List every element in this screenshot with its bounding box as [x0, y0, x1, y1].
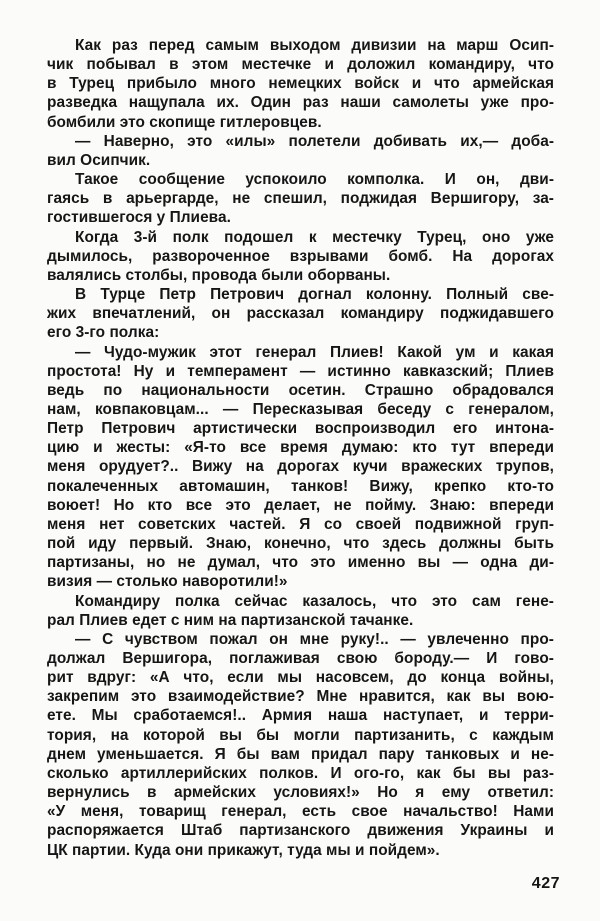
text-block — [47, 36, 554, 860]
text-line: рал Плиев едет с ним на партизанской тачанке. — [47, 611, 414, 629]
text-line: пой иду первый. Знаю, конечно, что здесь должны быть — [47, 535, 554, 553]
paragraph — [47, 228, 554, 285]
paragraph — [47, 170, 554, 227]
paragraph — [47, 132, 554, 170]
page-number: 427 — [531, 875, 560, 892]
text-line: визия — столько наворотили!» — [47, 573, 288, 591]
paragraph — [47, 592, 554, 630]
paragraph — [47, 36, 554, 132]
text-line: вил Осипчик. — [47, 151, 151, 169]
text-line: нам, ковпаковцам... — Пересказывая беседу с генералом, — [47, 400, 554, 418]
text-line: рит вдруг: «А что, если мы насовсем, до конца войны, — [47, 669, 554, 687]
text-line: жих впечатлений, он рассказал командиру поджидавшего — [47, 305, 554, 323]
text-line: — С чувством пожал он мне руку!.. — увлеченно про- — [75, 630, 554, 648]
text-line: ете. Мы сработаемся!.. Армия наша наступает, и терри- — [47, 707, 554, 725]
text-line: дымилось, развороченное взрывами бомб. На дорогах — [47, 247, 554, 265]
text-line: закрепим это взаимодействие? Мне нравится, как вы вою- — [47, 688, 554, 706]
text-line: партизаны, но не думал, что это именно вы — одна ди- — [47, 554, 554, 572]
paragraph — [47, 343, 554, 592]
text-line: тория, на которой вы бы могли партизанить, с каждым — [47, 726, 554, 744]
text-line: ведь по национальности осетин. Страшно обрадовался — [47, 381, 554, 399]
text-line: чик побывал в этом местечке и доложил командиру, что — [47, 56, 554, 74]
text-line: валялись столбы, провода были оборваны. — [47, 266, 391, 284]
text-line: — Наверно, это «илы» полетели добивать их,— доба- — [75, 132, 554, 150]
paragraph — [47, 630, 554, 860]
text-line: «У меня, товарищ генерал, есть свое начальство! Нами — [47, 803, 554, 821]
text-line: вернулись в армейских условиях!» Но я ему ответил: — [47, 784, 554, 802]
text-line: простота! Ну и темперамент — истинно кавказский; Плиев — [47, 362, 554, 380]
text-line: Командиру полка сейчас казалось, что это сам гене- — [75, 592, 554, 610]
text-line: цию и жесты: «Я-то все время думаю: кто тут впереди — [47, 439, 554, 457]
paragraph — [47, 285, 554, 342]
text-line: — Чудо-мужик этот генерал Плиев! Какой ум и какая — [75, 343, 554, 361]
text-line: днем уменьшается. Я бы вам придал пару танковых и не- — [47, 745, 554, 763]
text-line: разведка нащупала их. Один раз наши самолеты уже про- — [47, 94, 554, 112]
text-line: в Турец прибыло много немецких войск и что армейская — [47, 75, 554, 93]
text-line: меня орудует?.. Вижу на дорогах кучи вражеских трупов, — [47, 458, 554, 476]
text-line: Когда 3-й полк подошел к местечку Турец, оно уже — [75, 228, 554, 246]
text-line: покалеченных автомашин, танков! Вижу, крепко кто-то — [47, 477, 554, 495]
text-line: его 3-го полка: — [47, 324, 160, 342]
text-line: распоряжается Штаб партизанского движения Украины и — [47, 822, 554, 840]
text-line: воюет! Но кто все это делает, не пойму. Знаю: впереди — [47, 496, 554, 514]
text-line: Такое сообщение успокоило комполка. И он, дви- — [75, 171, 554, 189]
text-line: бомбили это скопище гитлеровцев. — [47, 113, 322, 131]
text-line: гостившегося у Плиева. — [47, 209, 231, 227]
text-line: должал Вершигора, поглаживая свою бороду.— И гово- — [47, 650, 554, 667]
text-line: гаясь в арьергарде, не спешил, поджидая Вершигору, за- — [47, 190, 554, 208]
text-line: меня нет советских частей. Я со своей подвижной груп- — [47, 515, 554, 533]
text-line: Как раз перед самым выходом дивизии на марш Осип- — [75, 37, 554, 54]
text-line: сколько артиллерийских полков. И ого-го, как бы вы раз- — [47, 764, 554, 782]
text-line: ЦК партии. Куда они прикажут, туда мы и пойдем». — [47, 841, 440, 859]
text-line: В Турце Петр Петрович догнал колонну. Полный све- — [75, 286, 554, 304]
text-line: Петр Петрович артистически воспроизводил его интона- — [47, 420, 554, 438]
